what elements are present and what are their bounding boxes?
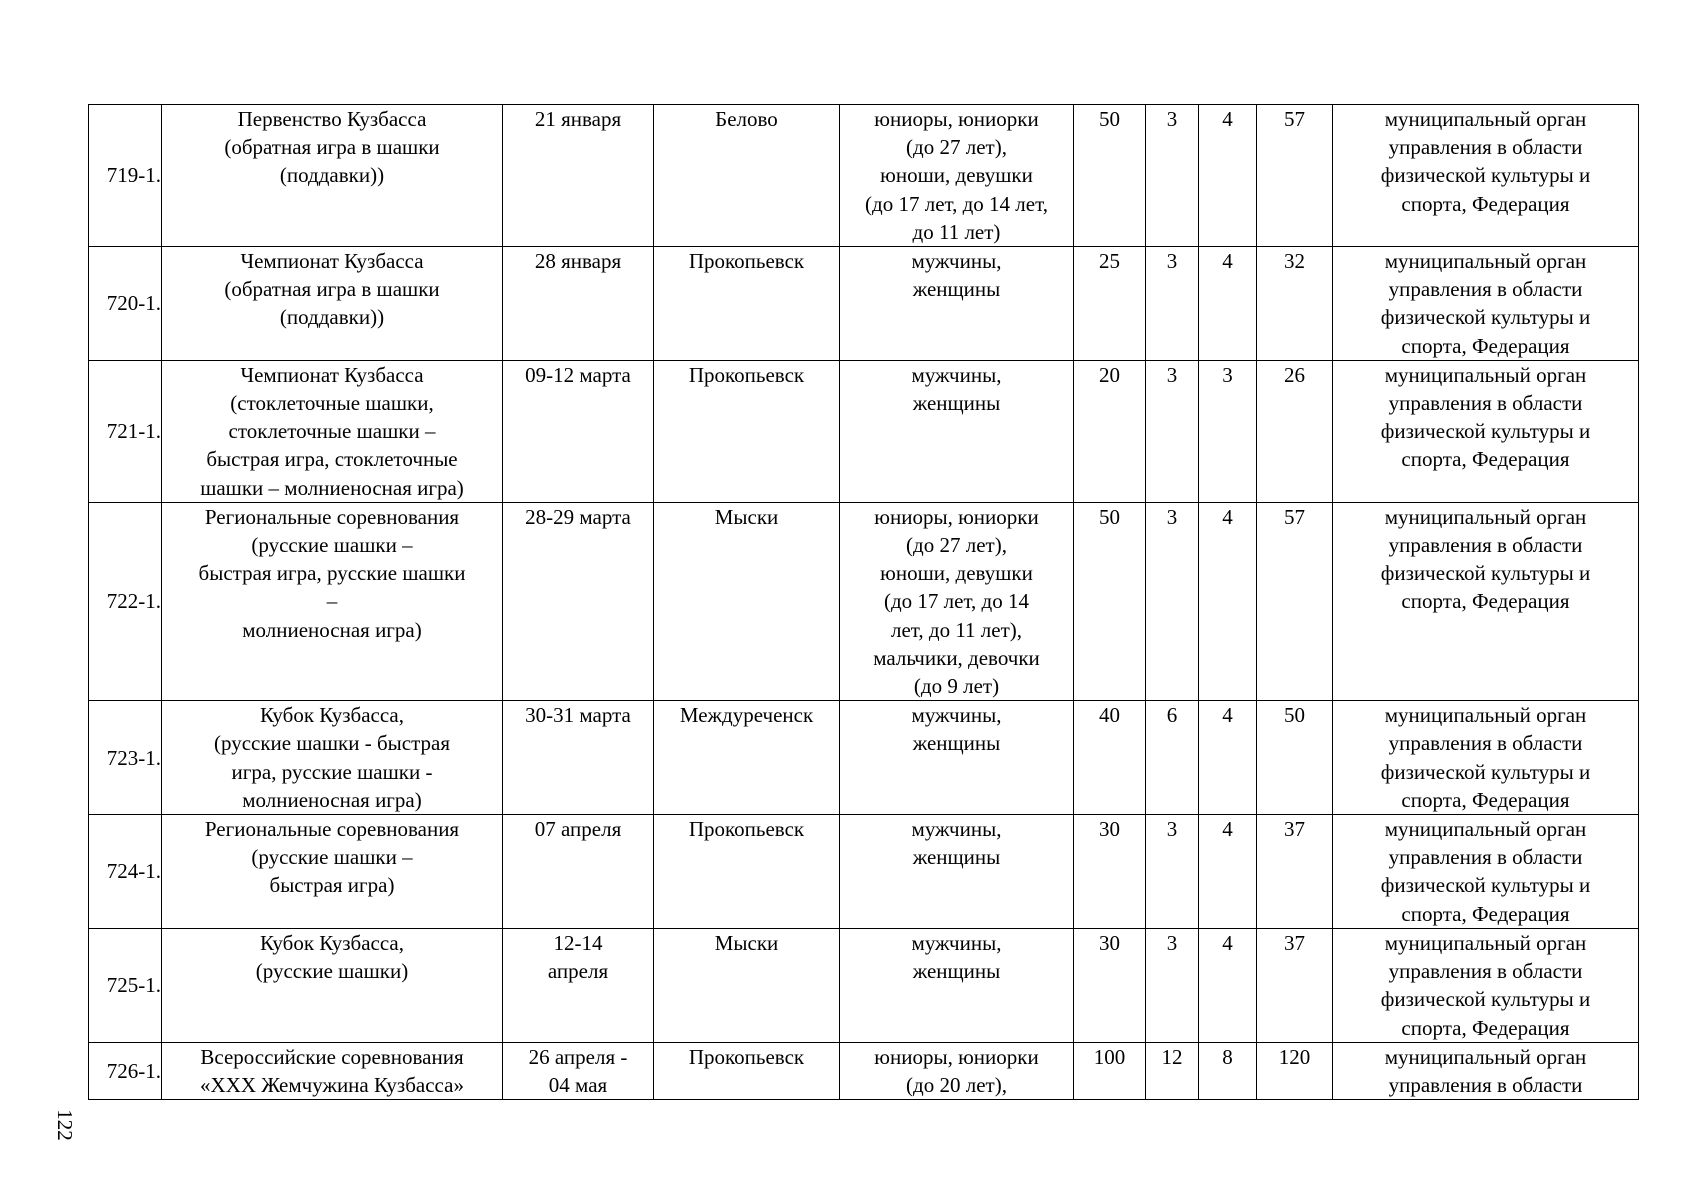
count-col1-text: 50 <box>1099 107 1120 131</box>
count-col2-cell <box>1146 502 1199 700</box>
table-row <box>89 928 1639 1042</box>
event-name-text: Кубок Кузбасса, (русские шашки - быстрая игра, русские шашки - молниеносная игра) <box>214 703 450 812</box>
row-number-text: 722-1. <box>106 589 161 614</box>
participants-text: мужчины, женщины <box>911 930 1002 984</box>
organizer-text: муниципальный орган управления в области физической культуры и спорта, Федерация <box>1380 930 1591 1040</box>
organizer-cell <box>1333 360 1639 502</box>
row-number-cell <box>89 928 162 1042</box>
organizer-text: муниципальный орган управления в области физической культуры и спорта, Федерация <box>1380 362 1591 472</box>
count-col3-text: 4 <box>1222 504 1233 529</box>
count-col3-text: 4 <box>1222 817 1233 842</box>
participants-cell <box>840 247 1074 361</box>
organizer-cell <box>1333 1042 1639 1099</box>
count-col2-text: 3 <box>1166 107 1178 131</box>
event-date-cell <box>503 1042 654 1099</box>
event-name-cell <box>162 105 503 247</box>
event-place-text: Прокопьевск <box>688 249 805 274</box>
event-date-text: 21 января <box>534 107 622 131</box>
count-col2-text: 3 <box>1166 817 1178 842</box>
row-number-cell <box>89 360 162 502</box>
row-number-cell <box>89 815 162 929</box>
event-date-cell <box>503 105 654 247</box>
count-col2-cell <box>1146 815 1199 929</box>
event-date-cell <box>503 701 654 815</box>
participants-cell <box>840 105 1074 247</box>
count-col2-text: 12 <box>1161 1044 1183 1069</box>
table-row <box>89 360 1639 502</box>
count-col1-text: 30 <box>1099 930 1120 955</box>
count-col1-text: 100 <box>1093 1044 1126 1069</box>
count-col2-text: 6 <box>1166 703 1178 728</box>
count-col3-cell <box>1199 502 1257 700</box>
event-name-cell <box>162 360 503 502</box>
count-col2-cell <box>1146 1042 1199 1099</box>
event-date-cell <box>503 360 654 502</box>
count-total-cell <box>1257 502 1333 700</box>
event-place-cell <box>654 928 840 1042</box>
count-col1-text: 20 <box>1099 362 1120 387</box>
count-col2-cell <box>1146 247 1199 361</box>
organizer-text: муниципальный орган управления в области физической культуры и спорта, Федерация <box>1380 703 1591 812</box>
count-total-text: 120 <box>1278 1044 1311 1069</box>
row-number-text: 721-1. <box>106 419 161 444</box>
count-col3-text: 4 <box>1222 930 1233 955</box>
row-number-cell <box>89 701 162 815</box>
event-date-text: 07 апреля <box>534 817 622 842</box>
event-place-text: Прокопьевск <box>688 817 805 842</box>
organizer-text: муниципальный орган управления в области физической культуры и спорта, Федерация <box>1380 504 1591 614</box>
event-place-cell <box>654 701 840 815</box>
count-col2-cell <box>1146 928 1199 1042</box>
count-col1-text: 50 <box>1099 504 1120 529</box>
table-row <box>89 105 1639 247</box>
organizer-text: муниципальный орган управления в области <box>1384 1044 1587 1097</box>
count-col1-text: 25 <box>1099 249 1120 274</box>
table-row <box>89 701 1639 815</box>
organizer-text: муниципальный орган управления в области физической культуры и спорта, Федерация <box>1380 107 1591 216</box>
row-number-text: 720-1. <box>106 291 161 316</box>
row-number-cell <box>89 502 162 700</box>
count-col3-text: 4 <box>1222 703 1233 728</box>
count-total-cell <box>1257 105 1333 247</box>
row-number-cell <box>89 1042 162 1099</box>
participants-text: мужчины, женщины <box>911 703 1002 756</box>
event-name-text: Региональные соревнования (русские шашки – быстрая игра) <box>204 817 460 898</box>
count-col3-cell <box>1199 1042 1257 1099</box>
event-date-text: 09-12 марта <box>525 362 631 387</box>
event-place-cell <box>654 360 840 502</box>
event-name-text: Первенство Кузбасса (обратная игра в шашки (поддавки)) <box>224 107 440 188</box>
page-number: 122 <box>53 1109 77 1141</box>
count-col1-cell <box>1074 247 1146 361</box>
count-col1-text: 40 <box>1099 703 1120 728</box>
participants-cell <box>840 701 1074 815</box>
row-number-cell <box>89 247 162 361</box>
organizer-text: муниципальный орган управления в области физической культуры и спорта, Федерация <box>1380 249 1591 358</box>
event-date-text: 26 апреля - 04 мая <box>528 1044 628 1097</box>
count-col1-cell <box>1074 701 1146 815</box>
organizer-cell <box>1333 928 1639 1042</box>
count-col1-cell <box>1074 360 1146 502</box>
count-total-text: 32 <box>1284 249 1305 274</box>
participants-cell <box>840 928 1074 1042</box>
row-number-text: 719-1. <box>106 163 161 188</box>
participants-text: юниоры, юниорки (до 20 лет), <box>874 1044 1039 1097</box>
event-place-text: Мыски <box>714 930 779 955</box>
count-col1-cell <box>1074 105 1146 247</box>
count-col2-cell <box>1146 701 1199 815</box>
count-col3-cell <box>1199 247 1257 361</box>
participants-cell <box>840 1042 1074 1099</box>
count-col2-cell <box>1146 360 1199 502</box>
event-name-cell <box>162 928 503 1042</box>
count-col2-text: 3 <box>1166 362 1178 387</box>
count-total-text: 57 <box>1284 504 1305 529</box>
count-total-cell <box>1257 815 1333 929</box>
event-date-cell <box>503 247 654 361</box>
events-table <box>88 104 1639 1100</box>
participants-text: юниоры, юниорки (до 27 лет), юноши, девушки (до 17 лет, до 14 лет, до 11 лет), мальчики, девочки (до 9 лет) <box>873 504 1040 699</box>
count-col1-cell <box>1074 815 1146 929</box>
count-col3-cell <box>1199 105 1257 247</box>
count-col2-text: 3 <box>1166 249 1178 274</box>
table-row <box>89 247 1639 361</box>
table-row <box>89 815 1639 929</box>
event-date-cell <box>503 928 654 1042</box>
event-place-cell <box>654 247 840 361</box>
count-total-cell <box>1257 1042 1333 1099</box>
event-place-text: Белово <box>715 107 778 131</box>
event-place-text: Междуреченск <box>679 703 814 728</box>
count-col3-cell <box>1199 360 1257 502</box>
row-number-text: 725-1. <box>106 973 161 998</box>
participants-text: мужчины, женщины <box>911 249 1002 302</box>
event-name-cell <box>162 247 503 361</box>
organizer-cell <box>1333 502 1639 700</box>
count-total-text: 37 <box>1284 930 1305 955</box>
event-name-cell <box>162 815 503 929</box>
event-name-cell <box>162 1042 503 1099</box>
count-col3-text: 8 <box>1222 1044 1233 1069</box>
participants-text: мужчины, женщины <box>911 817 1002 870</box>
participants-cell <box>840 502 1074 700</box>
count-col1-text: 30 <box>1099 817 1120 842</box>
event-name-cell <box>162 701 503 815</box>
participants-text: юниоры, юниорки (до 27 лет), юноши, девушки (до 17 лет, до 14 лет, до 11 лет) <box>865 107 1048 244</box>
event-name-text: Всероссийские соревнования «XXX Жемчужина Кузбасса» <box>200 1044 464 1097</box>
event-date-text: 30-31 марта <box>525 703 631 728</box>
count-total-text: 57 <box>1284 107 1305 131</box>
count-total-cell <box>1257 928 1333 1042</box>
count-total-cell <box>1257 247 1333 361</box>
count-col2-text: 3 <box>1166 930 1178 955</box>
count-total-text: 50 <box>1284 703 1305 728</box>
count-col2-cell <box>1146 105 1199 247</box>
event-place-cell <box>654 502 840 700</box>
row-number-text: 723-1. <box>106 745 161 770</box>
event-place-text: Прокопьевск <box>688 1044 805 1069</box>
count-col3-text: 4 <box>1222 107 1233 131</box>
event-date-cell <box>503 502 654 700</box>
count-total-text: 26 <box>1284 362 1305 387</box>
event-date-cell <box>503 815 654 929</box>
count-col1-cell <box>1074 502 1146 700</box>
event-place-cell <box>654 815 840 929</box>
organizer-cell <box>1333 105 1639 247</box>
count-col1-cell <box>1074 1042 1146 1099</box>
count-col3-text: 3 <box>1222 362 1233 387</box>
row-number-text: 726-1. <box>106 1058 161 1083</box>
organizer-cell <box>1333 247 1639 361</box>
organizer-cell <box>1333 815 1639 929</box>
event-date-text: 12-14 апреля <box>547 930 609 984</box>
count-col1-cell <box>1074 928 1146 1042</box>
participants-cell <box>840 360 1074 502</box>
table-row <box>89 1042 1639 1099</box>
count-col3-cell <box>1199 701 1257 815</box>
event-place-text: Прокопьевск <box>688 362 805 387</box>
count-total-text: 37 <box>1284 817 1305 842</box>
count-col3-cell <box>1199 815 1257 929</box>
organizer-text: муниципальный орган управления в области физической культуры и спорта, Федерация <box>1380 817 1591 926</box>
count-col3-cell <box>1199 928 1257 1042</box>
count-total-cell <box>1257 701 1333 815</box>
event-name-text: Чемпионат Кузбасса (обратная игра в шашки (поддавки)) <box>224 249 440 330</box>
count-col3-text: 4 <box>1222 249 1233 274</box>
event-name-text: Региональные соревнования (русские шашки – быстрая игра, русские шашки – молниеносная игра) <box>198 504 466 642</box>
table-row <box>89 502 1639 700</box>
event-place-cell <box>654 1042 840 1099</box>
event-date-text: 28-29 марта <box>525 504 631 529</box>
row-number-text: 724-1. <box>106 859 161 884</box>
participants-text: мужчины, женщины <box>911 362 1002 416</box>
count-total-cell <box>1257 360 1333 502</box>
event-name-text: Кубок Кузбасса, (русские шашки) <box>255 930 409 984</box>
event-place-text: Мыски <box>714 504 779 529</box>
organizer-cell <box>1333 701 1639 815</box>
participants-cell <box>840 815 1074 929</box>
event-name-cell <box>162 502 503 700</box>
event-name-text: Чемпионат Кузбасса (стоклеточные шашки, стоклеточные шашки – быстрая игра, стоклеточные шашки – молниеносная игра) <box>200 362 464 500</box>
table-body <box>89 105 1639 1100</box>
event-place-cell <box>654 105 840 247</box>
count-col2-text: 3 <box>1166 504 1178 529</box>
row-number-cell <box>89 105 162 247</box>
event-date-text: 28 января <box>534 249 622 274</box>
